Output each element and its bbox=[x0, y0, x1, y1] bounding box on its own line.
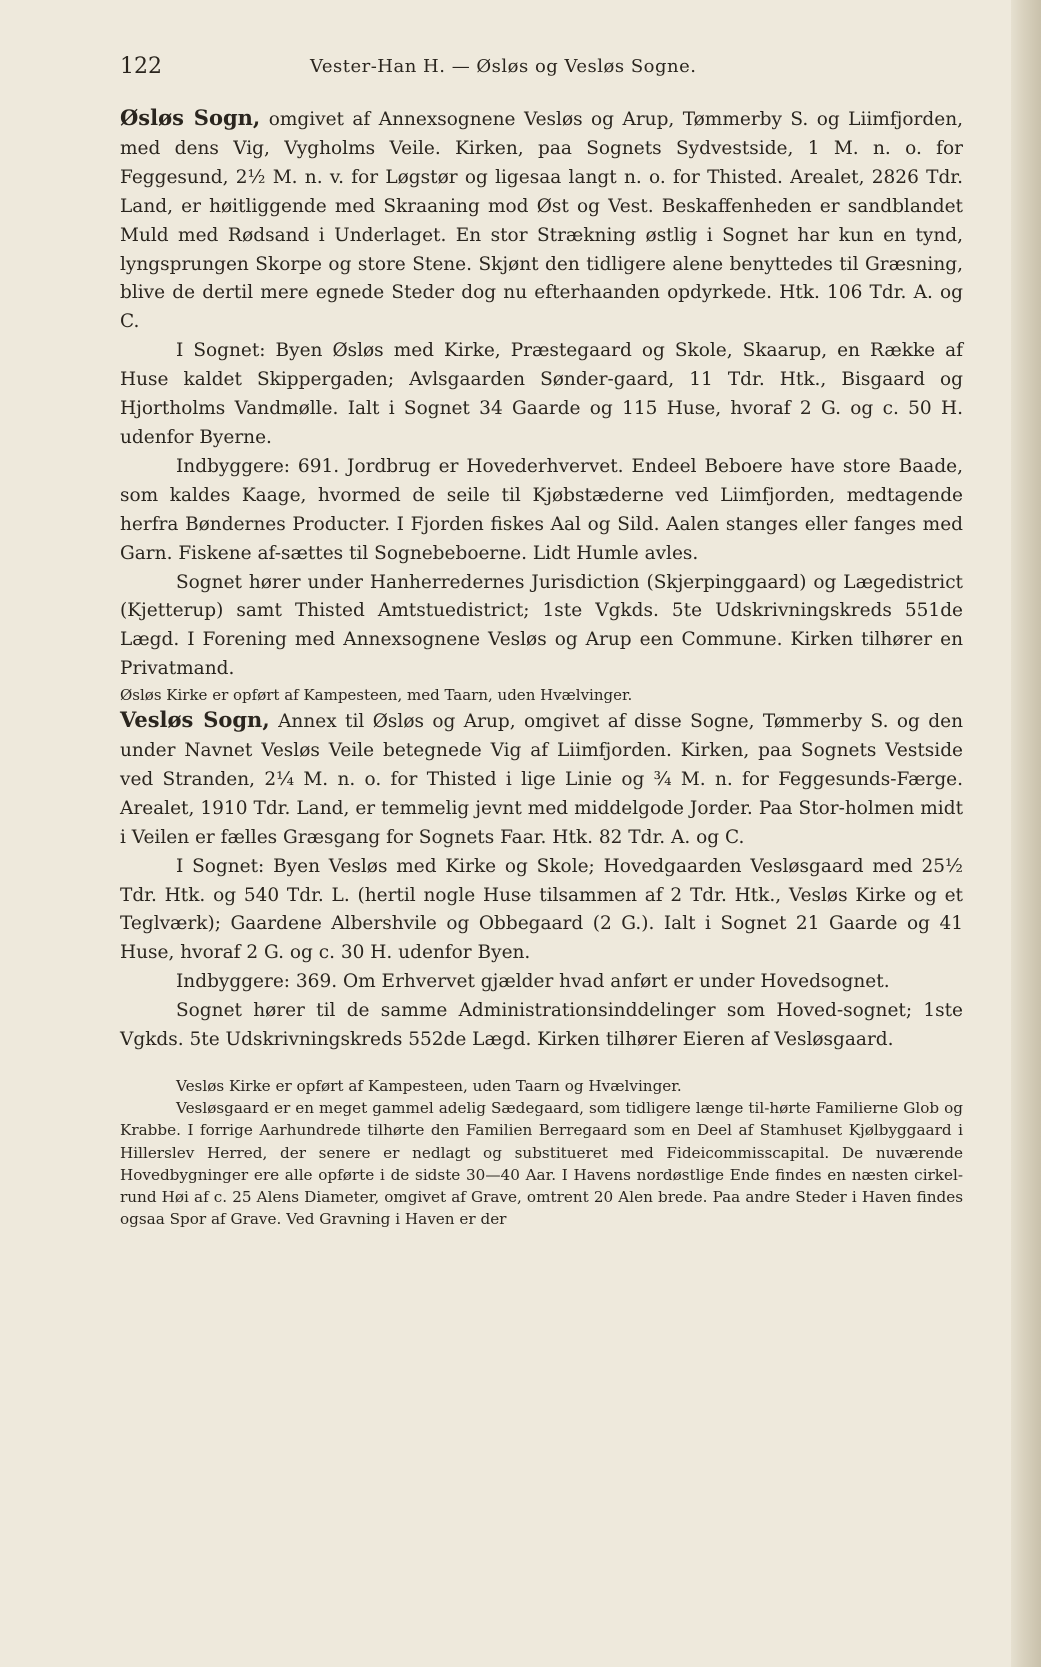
section1-note: Øsløs Kirke er opført af Kampesteen, med Taarn, uden Hvælvinger. bbox=[120, 686, 633, 705]
footnotes bbox=[120, 1075, 963, 1230]
footnote-1: Vesløs Kirke er opført af Kampesteen, uden Taarn og Hvælvinger. bbox=[176, 1077, 682, 1095]
section1-p2: I Sognet: Byen Øsløs med Kirke, Præstegaard og Skole, Skaarup, en Række af Huse kaldet Skippergaden; Avlsgaarden Sønder-gaard, 11 Tdr. Htk., Bisgaard og Hjortholms Vandmølle. Ialt i Sognet 34 Gaarde og 115 Huse, hvoraf 2 G. og c. 50 H. udenfor Byerne. bbox=[120, 340, 963, 448]
section1-title: Øsløs Sogn, bbox=[120, 105, 261, 130]
page-header bbox=[120, 50, 940, 84]
running-title: Vester-Han H. — Øsløs og Vesløs Sogne. bbox=[310, 56, 697, 77]
page-edge-shadow bbox=[1011, 0, 1041, 1667]
section1-p4: Sognet hører under Hanherredernes Jurisdiction (Skjerpinggaard) og Lægedistrict (Kjetterup) samt Thisted Amtstuedistrict; 1ste Vgkds. 5te Udskrivningskreds 551de Lægd. I Forening med Annexsognene Vesløs og Arup een Commune. Kirken tilhører en Privatmand. bbox=[120, 571, 963, 680]
footnote-2: Vesløsgaard er en meget gammel adelig Sædegaard, som tidligere længe til-hørte Familierne Glob og Krabbe. I forrige Aarhundrede tilhørte den Familien Berregaard som en Deel af Stamhuset Kjølbyggaard i Hillerslev Herred, der senere er nedlagt og substitueret med Fideicommisscapital. De nuværende Hovedbygninger ere alle opførte i de sidste 30—40 Aar. I Havens nordøstlige Ende findes en næsten cirkel-rund Høi af c. 25 Alens Diameter, omgivet af Grave, omtrent 20 Alen brede. Paa andre Steder i Haven findes ogsaa Spor af Grave. Ved Gravning i Haven er der bbox=[120, 1099, 963, 1229]
section2-p1: Annex til Øsløs og Arup, omgivet af disse Sogne, Tømmerby S. og den under Navnet Vesløs Veile betegnede Vig af Liimfjorden. Kirken, paa Sognets Vestside ved Stranden, 2¼ M. n. o. for Thisted i lige Linie og ¾ M. n. for Feggesunds-Færge. Arealet, 1910 Tdr. Land, er temmelig jevnt med middelgode Jorder. Paa Stor-holmen midt i Veilen er fælles Græsgang for Sognets Faar. Htk. 82 Tdr. A. og C. bbox=[120, 711, 963, 848]
section2-title: Vesløs Sogn, bbox=[120, 707, 270, 733]
section2-p3: Indbyggere: 369. Om Erhvervet gjælder hvad anført er under Hovedsognet. bbox=[176, 971, 890, 993]
page-number: 122 bbox=[120, 54, 162, 79]
section2-intro bbox=[120, 706, 963, 853]
section1-p1: omgivet af Annexsognene Vesløs og Arup, Tømmerby S. og Liimfjorden, med dens Vig, Vygholms Veile. Kirken, paa Sognets Sydvestside, 1 M. n. o. for Feggesund, 2½ M. n. v. for Løgstør og ligesaa langt n. o. for Thisted. Arealet, 2826 Tdr. Land, er høitliggende med Skraaning mod Øst og Vest. Beskaffenheden er sandblandet Muld med Rødsand i Underlaget. En stor Strækning østlig i Sognet har kun en tynd, lyngsprungen Skorpe og store Stene. Skjønt den tidligere alene benyttedes til Græsning, blive de dertil mere egnede Steder dog nu efterhaanden opdyrkede. Htk. 106 Tdr. A. og C. bbox=[120, 109, 963, 333]
section2-p4: Sognet hører til de samme Administrationsinddelinger som Hoved-sognet; 1ste Vgkds. 5te Udskrivningskreds 552de Lægd. Kirken tilhører Eieren af Vesløsgaard. bbox=[120, 1000, 963, 1051]
section2-p2: I Sognet: Byen Vesløs med Kirke og Skole; Hovedgaarden Vesløsgaard med 25½ Tdr. Htk. og 540 Tdr. L. (hertil nogle Huse tilsammen af 2 Tdr. Htk., Vesløs Kirke og et Teglværk); Gaardene Albershvile og Obbegaard (2 G.). Ialt i Sognet 21 Gaarde og 41 Huse, hvoraf 2 G. og c. 30 H. udenfor Byen. bbox=[120, 855, 963, 964]
section1-intro bbox=[120, 104, 963, 337]
body-text bbox=[120, 104, 963, 1230]
section1-p3: Indbyggere: 691. Jordbrug er Hovederhvervet. Endeel Beboere have store Baade, som kaldes Kaage, hvormed de seile til Kjøbstæderne ved Liimfjorden, medtagende herfra Bøndernes Producter. I Fjorden fiskes Aal og Sild. Aalen stanges eller fanges med Garn. Fiskene af-sættes til Sognebeboerne. Lidt Humle avles. bbox=[120, 455, 963, 564]
